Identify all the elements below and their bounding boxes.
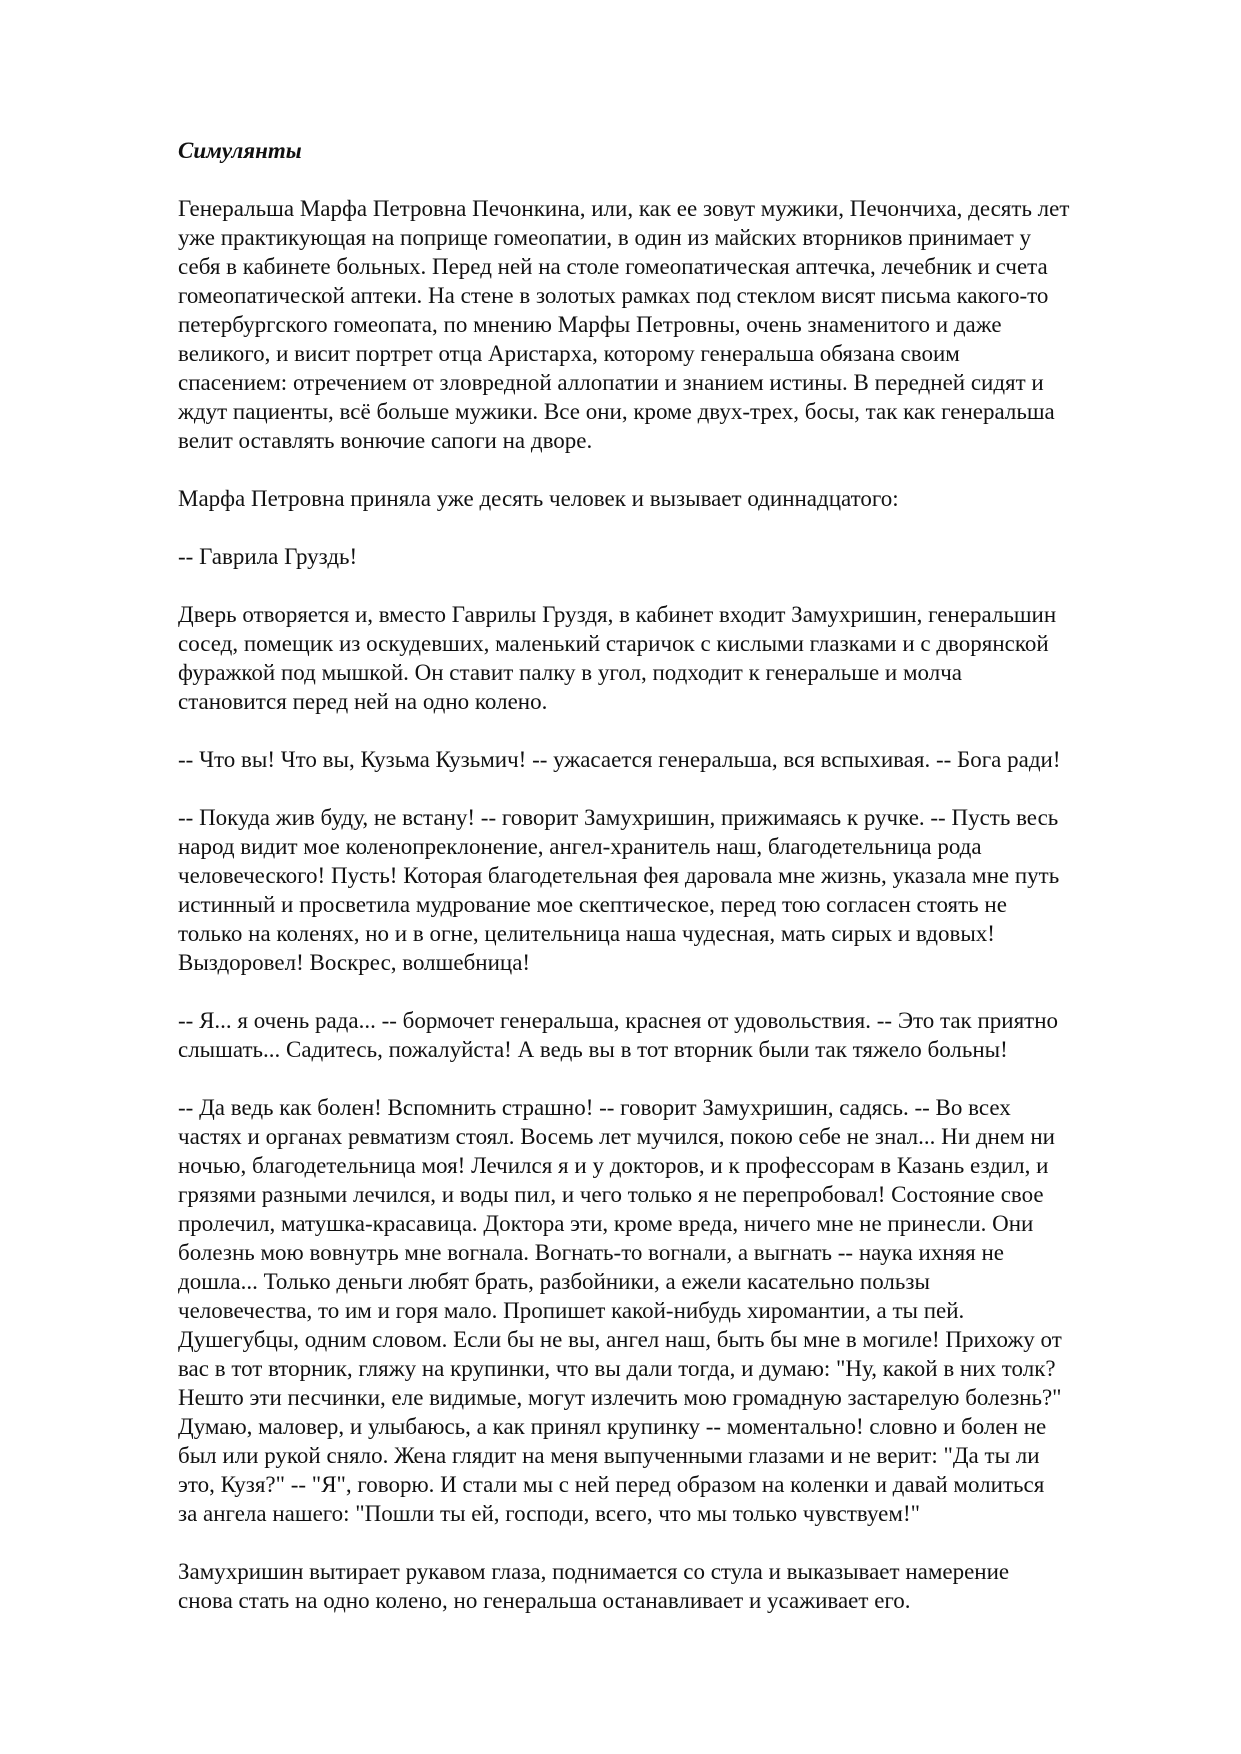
paragraph <box>178 484 1168 513</box>
text-line: -- Гаврила Груздь! <box>178 544 358 569</box>
text-line: слышать... Садитесь, пожалуйста! А ведь вы в тот вторник были так тяжело больны! <box>178 1037 1008 1062</box>
text-line: частях и органах ревматизм стоял. Восемь лет мучился, покою себе не знал... Ни днем ни <box>178 1124 1055 1149</box>
text-line: гомеопатической аптеки. На стене в золотых рамках под стеклом висят письма какого-то <box>178 283 1049 308</box>
paragraph <box>178 1093 1168 1528</box>
text-line: народ видит мое коленопреклонение, ангел-хранитель наш, благодетельница рода <box>178 834 982 859</box>
paragraph <box>178 542 1168 571</box>
text-line: Генеральша Марфа Петровна Печонкина, или, как ее зовут мужики, Печончиха, десять лет <box>178 196 1070 221</box>
text-line: Марфа Петровна приняла уже десять человек и вызывает одиннадцатого: <box>178 486 899 511</box>
paragraph <box>178 745 1168 774</box>
text-line: человечества, то им и горя мало. Пропишет какой-нибудь хиромантии, а ты пей. <box>178 1298 965 1323</box>
text-line: сосед, помещик из оскудевших, маленький старичок с кислыми глазками и с дворянской <box>178 631 1049 656</box>
document-body <box>178 136 1168 1615</box>
text-line: Выздоровел! Воскрес, волшебница! <box>178 950 531 975</box>
paragraph <box>178 1557 1168 1615</box>
text-line: дошла... Только деньги любят брать, разбойники, а ежели касательно пользы <box>178 1269 930 1294</box>
text-line: -- Что вы! Что вы, Кузьма Кузьмич! -- ужасается генеральша, вся вспыхивая. -- Бога ради! <box>178 747 1061 772</box>
text-line: вас в тот вторник, гляжу на крупинки, что вы дали тогда, и думаю: "Ну, какой в них толк? <box>178 1356 1056 1381</box>
document-title: Симулянты <box>178 138 302 163</box>
text-line: великого, и висит портрет отца Аристарха, которому генеральша обязана своим <box>178 341 960 366</box>
text-line: -- Покуда жив буду, не встану! -- говорит Замухришин, прижимаясь к ручке. -- Пусть весь <box>178 805 1059 830</box>
text-line: -- Я... я очень рада... -- бормочет генеральша, краснея от удовольствия. -- Это так приятно <box>178 1008 1059 1033</box>
text-line: Замухришин вытирает рукавом глаза, поднимается со стула и выказывает намерение <box>178 1559 1010 1584</box>
paragraph <box>178 600 1168 716</box>
text-line: это, Кузя?" -- "Я", говорю. И стали мы с ней перед образом на коленки и давай молиться <box>178 1472 1045 1497</box>
text-line: спасением: отречением от зловредной аллопатии и знанием истины. В передней сидят и <box>178 370 1044 395</box>
text-line: ждут пациенты, всё больше мужики. Все они, кроме двух-трех, босы, так как генеральша <box>178 399 1055 424</box>
text-line: был или рукой сняло. Жена глядит на меня выпученными глазами и не верит: "Да ты ли <box>178 1443 1040 1468</box>
text-line: ночью, благодетельница моя! Лечился я и у докторов, и к профессорам в Казань ездил, и <box>178 1153 1049 1178</box>
text-line: пролечил, матушка-красавица. Доктора эти, кроме вреда, ничего мне не принесли. Они <box>178 1211 1034 1236</box>
text-line: грязями разными лечился, и воды пил, и чего только я не перепробовал! Состояние свое <box>178 1182 1044 1207</box>
text-line: себя в кабинете больных. Перед ней на столе гомеопатическая аптечка, лечебник и счета <box>178 254 1048 279</box>
text-line: уже практикующая на поприще гомеопатии, в один из майских вторников принимает у <box>178 225 1032 250</box>
text-line: становится перед ней на одно колено. <box>178 689 548 714</box>
text-line: Дверь отворяется и, вместо Гаврилы Груздя, в кабинет входит Замухришин, генеральшин <box>178 602 1057 627</box>
paragraph <box>178 194 1168 455</box>
text-line: Думаю, маловер, и улыбаюсь, а как принял крупинку -- моментально! словно и болен не <box>178 1414 1047 1439</box>
text-line: только на коленях, но и в огне, целительница наша чудесная, мать сирых и вдовых! <box>178 921 995 946</box>
text-line: за ангела нашего: "Пошли ты ей, господи, всего, что мы только чувствуем!" <box>178 1501 920 1526</box>
text-line: велит оставлять вонючие сапоги на дворе. <box>178 428 593 453</box>
paragraph-list <box>178 194 1168 1615</box>
text-line: человеческого! Пусть! Которая благодетельная фея даровала мне жизнь, указала мне путь <box>178 863 1060 888</box>
text-line: снова стать на одно колено, но генеральша останавливает и усаживает его. <box>178 1588 911 1613</box>
text-line: Душегубцы, одним словом. Если бы не вы, ангел наш, быть бы мне в могиле! Прихожу от <box>178 1327 1062 1352</box>
text-line: -- Да ведь как болен! Вспомнить страшно! -- говорит Замухришин, садясь. -- Во всех <box>178 1095 1011 1120</box>
paragraph <box>178 803 1168 977</box>
text-line: фуражкой под мышкой. Он ставит палку в угол, подходит к генеральше и молча <box>178 660 962 685</box>
text-line: болезнь мою вовнутрь мне вогнала. Вогнать-то вогнали, а выгнать -- наука ихняя не <box>178 1240 1004 1265</box>
text-line: Нешто эти песчинки, еле видимые, могут излечить мою громадную застарелую болезнь?" <box>178 1385 1062 1410</box>
text-line: истинный и просветила мудрование мое скептическое, перед тою согласен стоять не <box>178 892 1007 917</box>
paragraph <box>178 1006 1168 1064</box>
text-line: петербургского гомеопата, по мнению Марфы Петровны, очень знаменитого и даже <box>178 312 1002 337</box>
